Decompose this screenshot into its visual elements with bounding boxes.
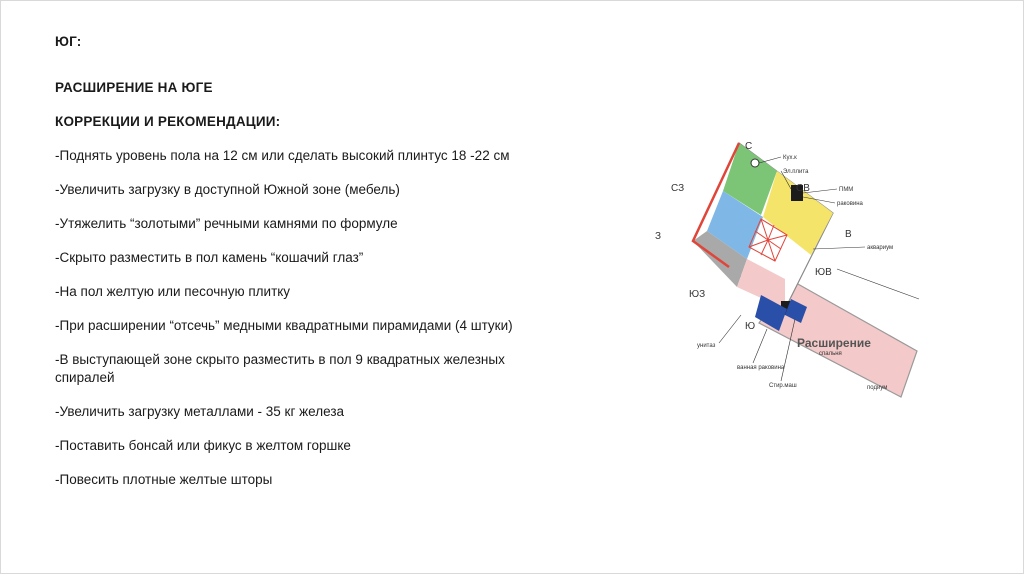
expansion-label: Расширение xyxy=(797,336,871,350)
floor-plan xyxy=(641,119,941,419)
dir-e: В xyxy=(845,229,852,240)
callout-rakovina: раковина xyxy=(837,201,863,207)
dir-n: С xyxy=(745,141,753,152)
callout-pmm: ПММ xyxy=(839,187,854,193)
callout-spalnya: спальня xyxy=(819,351,842,357)
list-item: -При расширении “отсечь” медными квадратными пирамидами (4 штуки) xyxy=(55,318,513,333)
callout-dot xyxy=(751,159,759,167)
list-item: -Поставить бонсай или фикус в желтом горшке xyxy=(55,438,351,453)
list-item: -На пол желтую или песочную плитку xyxy=(55,284,291,299)
subtitle: РАСШИРЕНИЕ НА ЮГЕ xyxy=(55,80,213,95)
dir-sw: ЮЗ xyxy=(689,289,706,300)
dir-nw: СЗ xyxy=(671,183,685,194)
section-heading: КОРРЕКЦИИ И РЕКОМЕНДАЦИИ: xyxy=(55,114,281,129)
list-item: -Поднять уровень пола на 12 см или сделать высокий плинтус 18 -22 см xyxy=(55,148,510,163)
callout-stir-mash: Стир.маш xyxy=(769,383,797,389)
list-item: -В выступающей зоне скрыто разместить в пол 9 квадратных железных спиралей xyxy=(55,352,505,385)
callout-kuhnya: Кух.к xyxy=(783,155,797,161)
callout-unitaz: унитаз xyxy=(697,343,716,349)
list-item: -Повесить плотные желтые шторы xyxy=(55,472,273,487)
dir-s: Ю xyxy=(745,321,756,332)
recommendation-list xyxy=(55,147,555,505)
list-item: -Увеличить загрузку в доступной Южной зоне (мебель) xyxy=(55,182,400,197)
callout-podzhim: подиум xyxy=(867,385,888,391)
list-item: -Скрыто разместить в пол камень “кошачий глаз” xyxy=(55,250,364,265)
list-item: -Утяжелить “золотыми” речными камнями по формуле xyxy=(55,216,398,231)
list-item: -Увеличить загрузку металлами - 35 кг железа xyxy=(55,404,345,419)
dir-se: ЮВ xyxy=(815,267,832,278)
callout-vannaya-rakovina: ванная раковина xyxy=(737,365,785,371)
callout-el-plita: Эл.плита xyxy=(783,169,809,175)
dir-ne: СВ xyxy=(796,183,810,194)
page-title: ЮГ: xyxy=(55,34,82,49)
dir-w: З xyxy=(655,231,662,242)
callout-akvarium: аквариум xyxy=(867,245,894,251)
